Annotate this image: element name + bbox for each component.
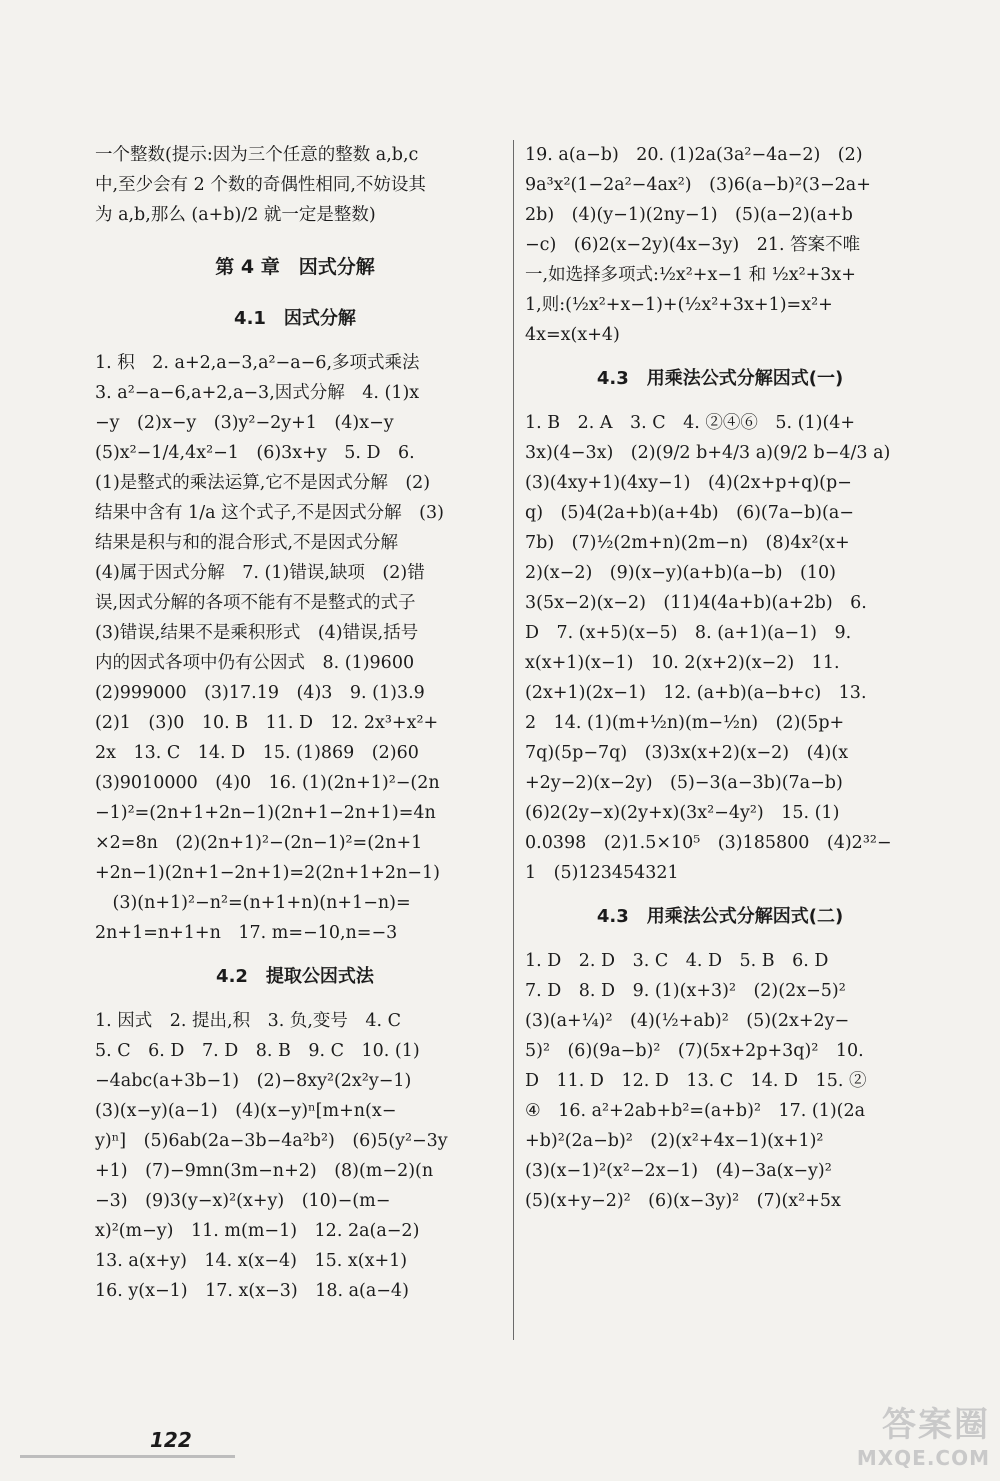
text-line: x)²(m−y) 11. m(m−1) 12. 2a(a−2) <box>95 1221 420 1241</box>
watermark-logo <box>800 1405 990 1475</box>
text-line: (2)999000 (3)17.19 (4)3 9. (1)3.9 <box>95 683 425 703</box>
text-line: D 7. (x+5)(x−5) 8. (a+1)(a−1) 9. <box>525 623 852 643</box>
text-line: x(x+1)(x−1) 10. 2(x+2)(x−2) 11. <box>525 653 840 673</box>
text-line: D 11. D 12. D 13. C 14. D 15. ② <box>525 1071 867 1091</box>
section-title-4-3-part-2: 4.3 用乘法公式分解因式(二) <box>596 906 844 927</box>
section-title-4-1: 4.1 因式分解 <box>234 308 356 329</box>
footer-rule <box>20 1455 235 1458</box>
text-line: 0.0398 (2)1.5×10⁵ (3)185800 (4)2³²− <box>525 833 892 853</box>
text-line: 2x 13. C 14. D 15. (1)869 (2)60 <box>95 743 419 763</box>
text-line: (3)9010000 (4)0 16. (1)(2n+1)²−(2n <box>95 773 440 793</box>
text-line: 19. a(a−b) 20. (1)2a(3a²−4a−2) (2) <box>525 145 863 165</box>
section-4-2-answers <box>95 1006 495 1306</box>
text-line: q) (5)4(2a+b)(a+4b) (6)(7a−b)(a− <box>525 503 854 523</box>
text-line: 1,则:(½x²+x−1)+(½x²+3x+1)=x²+ <box>525 295 833 315</box>
text-line: +b)²(2a−b)² (2)(x²+4x−1)(x+1)² <box>525 1131 824 1151</box>
text-line: (4)属于因式分解 7. (1)错误,缺项 (2)错 <box>95 563 425 583</box>
text-line: 1. B 2. A 3. C 4. ②④⑥ 5. (1)(4+ <box>525 413 856 433</box>
text-line: 1. 因式 2. 提出,积 3. 负,变号 4. C <box>95 1011 402 1031</box>
text-line: 一个整数(提示:因为三个任意的整数 a,b,c <box>95 145 419 165</box>
text-line: 2)(x−2) (9)(x−y)(a+b)(a−b) (10) <box>525 563 836 583</box>
text-line: (3)(a+¼)² (4)(½+ab)² (5)(2x+2y− <box>525 1011 850 1031</box>
text-line: 2 14. (1)(m+½n)(m−½n) (2)(5p+ <box>525 713 845 733</box>
text-line: 误,因式分解的各项不能有不是整式的式子 <box>95 593 416 613</box>
text-line: ④ 16. a²+2ab+b²=(a+b)² 17. (1)(2a <box>525 1101 866 1121</box>
text-line: −y (2)x−y (3)y²−2y+1 (4)x−y <box>95 413 394 433</box>
text-line: (3)错误,结果不是乘积形式 (4)错误,括号 <box>95 623 419 643</box>
text-line: 4x=x(x+4) <box>525 325 620 345</box>
text-line: 5)² (6)(9a−b)² (7)(5x+2p+3q)² 10. <box>525 1041 864 1061</box>
text-line: 16. y(x−1) 17. x(x−3) 18. a(a−4) <box>95 1281 409 1301</box>
text-line: 1 (5)123454321 <box>525 863 679 883</box>
intro-block <box>95 140 495 230</box>
text-line: (1)是整式的乘法运算,它不是因式分解 (2) <box>95 473 431 493</box>
text-line: −4abc(a+3b−1) (2)−8xy²(2x²y−1) <box>95 1071 412 1091</box>
text-line: 3. a²−a−6,a+2,a−3,因式分解 4. (1)x <box>95 383 420 403</box>
text-line: (3)(n+1)²−n²=(n+1+n)(n+1−n)= <box>95 893 411 913</box>
column-divider <box>513 140 514 1340</box>
text-line: (2)1 (3)0 10. B 11. D 12. 2x³+x²+ <box>95 713 439 733</box>
section-title-4-2: 4.2 提取公因式法 <box>216 966 374 987</box>
text-line: +1) (7)−9mn(3m−n+2) (8)(m−2)(n <box>95 1161 434 1181</box>
text-line: (5)x²−1/4,4x²−1 (6)3x+y 5. D 6. <box>95 443 415 463</box>
text-line: 2b) (4)(y−1)(2ny−1) (5)(a−2)(a+b <box>525 205 853 225</box>
text-line: 为 a,b,那么 (a+b)/2 就一定是整数) <box>95 205 376 225</box>
chapter-title: 第 4 章 因式分解 <box>215 256 375 278</box>
text-line: 内的因式各项中仍有公因式 8. (1)9600 <box>95 653 415 673</box>
watermark-url: MXQE.COM <box>856 1446 990 1470</box>
text-line: 13. a(x+y) 14. x(x−4) 15. x(x+1) <box>95 1251 408 1271</box>
text-line: 7b) (7)½(2m+n)(2m−n) (8)4x²(x+ <box>525 533 850 553</box>
text-line: +2y−2)(x−2y) (5)−3(a−3b)(7a−b) <box>525 773 843 793</box>
section-4-2-continued <box>525 140 915 350</box>
text-line: 5. C 6. D 7. D 8. B 9. C 10. (1) <box>95 1041 420 1061</box>
section-4-1-answers <box>95 348 495 948</box>
text-line: 一,如选择多项式:½x²+x−1 和 ½x²+3x+ <box>525 265 856 285</box>
section-4-3-part-2-answers <box>525 946 915 1216</box>
section-4-3-part-1-answers <box>525 408 915 888</box>
text-line: 9a³x²(1−2a²−4ax²) (3)6(a−b)²(3−2a+ <box>525 175 871 195</box>
text-line: (5)(x+y−2)² (6)(x−3y)² (7)(x²+5x <box>525 1191 841 1211</box>
text-line: 1. 积 2. a+2,a−3,a²−a−6,多项式乘法 <box>95 353 420 373</box>
text-line: +2n−1)(2n+1−2n+1)=2(2n+1+2n−1) <box>95 863 440 883</box>
text-line: (3)(x−y)(a−1) (4)(x−y)ⁿ[m+n(x− <box>95 1101 397 1121</box>
text-line: −1)²=(2n+1+2n−1)(2n+1−2n+1)=4n <box>95 803 436 823</box>
text-line: 3x)(4−3x) (2)(9/2 b+4/3 a)(9/2 b−4/3 a) <box>525 443 891 463</box>
text-line: −3) (9)3(y−x)²(x+y) (10)−(m− <box>95 1191 391 1211</box>
right-column <box>525 140 915 1216</box>
text-line: 结果是积与和的混合形式,不是因式分解 <box>95 533 399 553</box>
text-line: 结果中含有 1/a 这个式子,不是因式分解 (3) <box>95 503 444 523</box>
text-line: y)ⁿ] (5)6ab(2a−3b−4a²b²) (6)5(y²−3y <box>95 1131 448 1151</box>
watermark-text: 答案圈 <box>882 1405 990 1445</box>
text-line: ×2=8n (2)(2n+1)²−(2n−1)²=(2n+1 <box>95 833 423 853</box>
text-line: 7. D 8. D 9. (1)(x+3)² (2)(2x−5)² <box>525 981 846 1001</box>
text-line: 7q)(5p−7q) (3)3x(x+2)(x−2) (4)(x <box>525 743 849 763</box>
text-line: 1. D 2. D 3. C 4. D 5. B 6. D <box>525 951 829 971</box>
text-line: (3)(4xy+1)(4xy−1) (4)(2x+p+q)(p− <box>525 473 852 493</box>
text-line: (2x+1)(2x−1) 12. (a+b)(a−b+c) 13. <box>525 683 867 703</box>
text-line: (6)2(2y−x)(2y+x)(3x²−4y²) 15. (1) <box>525 803 840 823</box>
text-line: (3)(x−1)²(x²−2x−1) (4)−3a(x−y)² <box>525 1161 832 1181</box>
text-line: 中,至少会有 2 个数的奇偶性相同,不妨设其 <box>95 175 426 195</box>
section-title-4-3-part-1: 4.3 用乘法公式分解因式(一) <box>596 368 844 389</box>
text-line: −c) (6)2(x−2y)(4x−3y) 21. 答案不唯 <box>525 235 861 255</box>
text-line: 3(5x−2)(x−2) (11)4(4a+b)(a+2b) 6. <box>525 593 867 613</box>
text-line: 2n+1=n+1+n 17. m=−10,n=−3 <box>95 923 398 943</box>
left-column <box>95 140 495 1306</box>
page-number: 122 <box>150 1428 192 1452</box>
